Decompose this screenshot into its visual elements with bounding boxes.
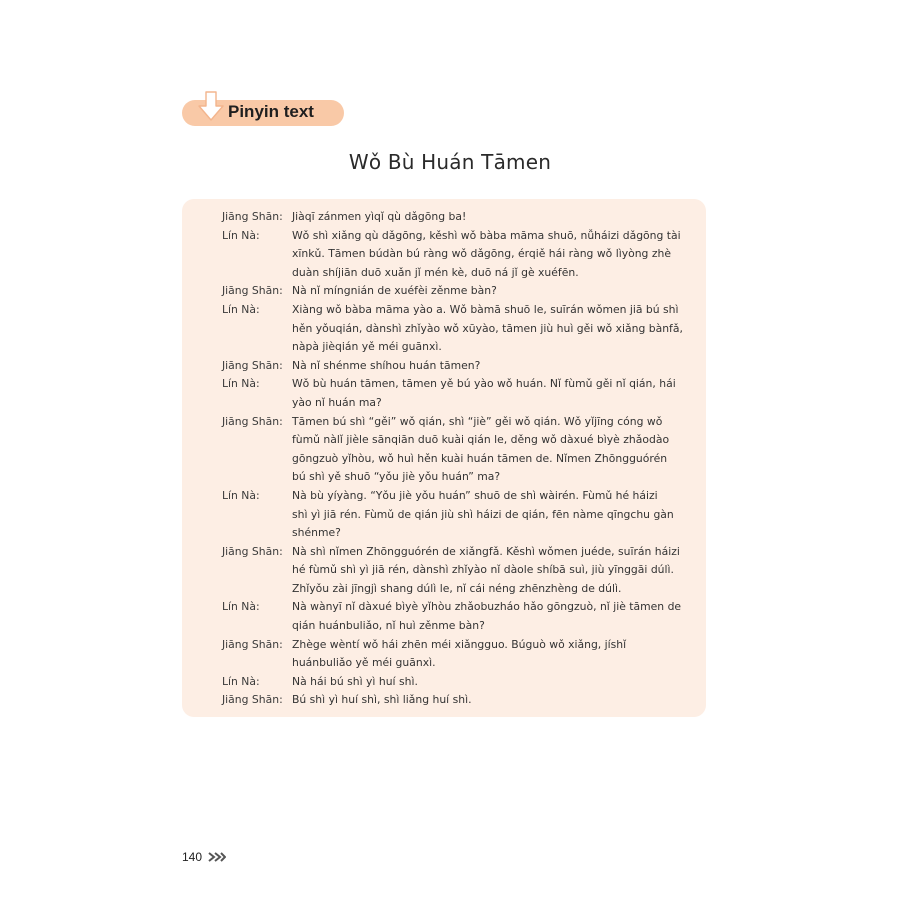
dialogue-turn: [222, 636, 670, 673]
dialogue-list: [222, 208, 683, 710]
speech-line: yào nǐ huán ma?: [292, 395, 382, 409]
speaker-name: Lín Nà:: [222, 674, 260, 688]
speech-line: fùmǔ nàlǐ jièle sānqiān duō kuài qián le, děng wǒ dàxué bìyè zhǎodào: [292, 433, 670, 447]
speech-line: Nà shì nǐmen Zhōngguórén de xiǎngfǎ. Kěshì wǒmen juéde, suīrán háizi: [292, 544, 680, 558]
page-footer: [182, 849, 226, 865]
double-chevron-right-icon: [208, 852, 226, 862]
speech-text: [292, 487, 674, 543]
speaker-name: Jiāng Shān:: [222, 544, 283, 558]
speaker-name: Lín Nà:: [222, 488, 260, 502]
speech-text: [292, 543, 680, 599]
speech-line: Xiàng wǒ bàba māma yào a. Wǒ bàmā shuō le, suīrán wǒmen jiā bú shì: [292, 302, 679, 316]
speech-line: Nà nǐ míngnián de xuéfèi zěnme bàn?: [292, 284, 497, 298]
section-badge-label: Pinyin text: [228, 102, 314, 121]
speech-line: hé fùmǔ shì yì jiā rén, dànshì zhǐyào nǐ dàole shíbā suì, jiù yīnggāi dúlì.: [292, 563, 674, 577]
speaker-name: Jiāng Shān:: [222, 693, 283, 707]
speech-line: Nà hái bú shì yì huí shì.: [292, 674, 418, 688]
speech-line: duàn shíjiān duō xuǎn jǐ mén kè, duō ná jǐ gè xuéfēn.: [292, 265, 579, 279]
speech-line: Zhǐyǒu zài jīngjì shang dúlì le, nǐ cái néng zhēnzhèng de dúlì.: [292, 581, 622, 595]
dialogue-turn: [222, 357, 670, 376]
speech-line: xīnkǔ. Tāmen búdàn bú ràng wǒ dǎgōng, érqiě hái ràng wǒ lìyòng zhè: [292, 247, 671, 261]
page-number: 140: [182, 850, 203, 864]
speech-text: [292, 301, 683, 357]
speech-line: Zhège wèntí wǒ hái zhēn méi xiǎngguo. Búguò wǒ xiǎng, jíshǐ: [292, 637, 627, 651]
dialogue-turn: [222, 208, 670, 227]
speech-line: nàpà jièqián yě méi guānxì.: [292, 340, 442, 354]
speaker-name: Jiāng Shān:: [222, 637, 283, 651]
speech-line: Tāmen bú shì “gěi” wǒ qián, shì “jiè” gěi wǒ qián. Wǒ yǐjīng cóng wǒ: [292, 414, 663, 428]
speaker-name: Lín Nà:: [222, 377, 260, 391]
speech-text: [292, 673, 670, 692]
speech-line: qián huánbuliǎo, nǐ huì zěnme bàn?: [292, 619, 485, 633]
speaker-name: Lín Nà:: [222, 600, 260, 614]
speech-line: Jiàqī zánmen yìqǐ qù dǎgōng ba!: [292, 210, 467, 223]
speech-line: Nà wànyī nǐ dàxué bìyè yǐhòu zhǎobuzháo hǎo gōngzuò, nǐ jiè tāmen de: [292, 600, 682, 614]
speech-text: [292, 691, 670, 710]
speech-text: [292, 227, 681, 283]
dialogue-turn: [222, 691, 670, 710]
speaker-name: Lín Nà:: [222, 228, 260, 242]
down-arrow-icon: [196, 90, 226, 124]
speaker-name: Lín Nà:: [222, 302, 260, 316]
dialogue-turn: [222, 301, 683, 357]
speech-line: hěn yǒuqián, dànshì zhǐyào wǒ xūyào, tāmen jiù huì gěi wǒ xiǎng bànfǎ,: [292, 321, 683, 335]
speaker-name: Jiāng Shān:: [222, 358, 283, 372]
dialogue-turn: [222, 375, 676, 412]
dialogue-panel: [182, 199, 706, 717]
speech-text: [292, 413, 670, 487]
dialogue-turn: [222, 543, 680, 599]
speech-line: Wǒ bù huán tāmen, tāmen yě bú yào wǒ huán. Nǐ fùmǔ gěi nǐ qián, hái: [292, 377, 676, 391]
dialogue-turn: [222, 673, 670, 692]
speaker-name: Jiāng Shān:: [222, 210, 283, 223]
speech-text: [292, 282, 670, 301]
speech-line: Wǒ shì xiǎng qù dǎgōng, kěshì wǒ bàba māma shuō, nǚháizi dǎgōng tài: [292, 228, 681, 242]
speech-text: [292, 636, 670, 673]
speech-line: Nà bù yíyàng. “Yǒu jiè yǒu huán” shuō de shì wàirén. Fùmǔ hé háizi: [292, 488, 658, 502]
speech-line: bú shì yě shuō “yǒu jiè yǒu huán” ma?: [292, 470, 501, 484]
speech-line: huánbuliǎo yě méi guānxì.: [292, 656, 436, 670]
speech-text: [292, 375, 676, 412]
speech-text: [292, 208, 670, 227]
dialogue-turn: [222, 487, 674, 543]
speaker-name: Jiāng Shān:: [222, 284, 283, 298]
dialogue-turn: [222, 282, 670, 301]
speech-line: shì yì jiā rén. Fùmǔ de qián jiù shì háizi de qián, fēn nàme qīngchu gàn: [292, 507, 674, 521]
speech-line: shénme?: [292, 526, 341, 540]
section-badge: [182, 100, 344, 126]
speaker-name: Jiāng Shān:: [222, 414, 283, 428]
dialogue-turn: [222, 598, 682, 635]
speech-text: [292, 357, 670, 376]
speech-text: [292, 598, 681, 635]
dialogue-turn: [222, 413, 670, 487]
speech-line: Nà nǐ shénme shíhou huán tāmen?: [292, 358, 481, 372]
page-title: Wǒ Bù Huán Tāmen: [348, 150, 552, 174]
dialogue-turn: [222, 227, 681, 283]
speech-line: gōngzuò yǐhòu, wǒ huì hěn kuài huán tāmen de. Nǐmen Zhōngguórén: [292, 451, 668, 465]
speech-line: Bú shì yì huí shì, shì liǎng huí shì.: [292, 693, 472, 707]
